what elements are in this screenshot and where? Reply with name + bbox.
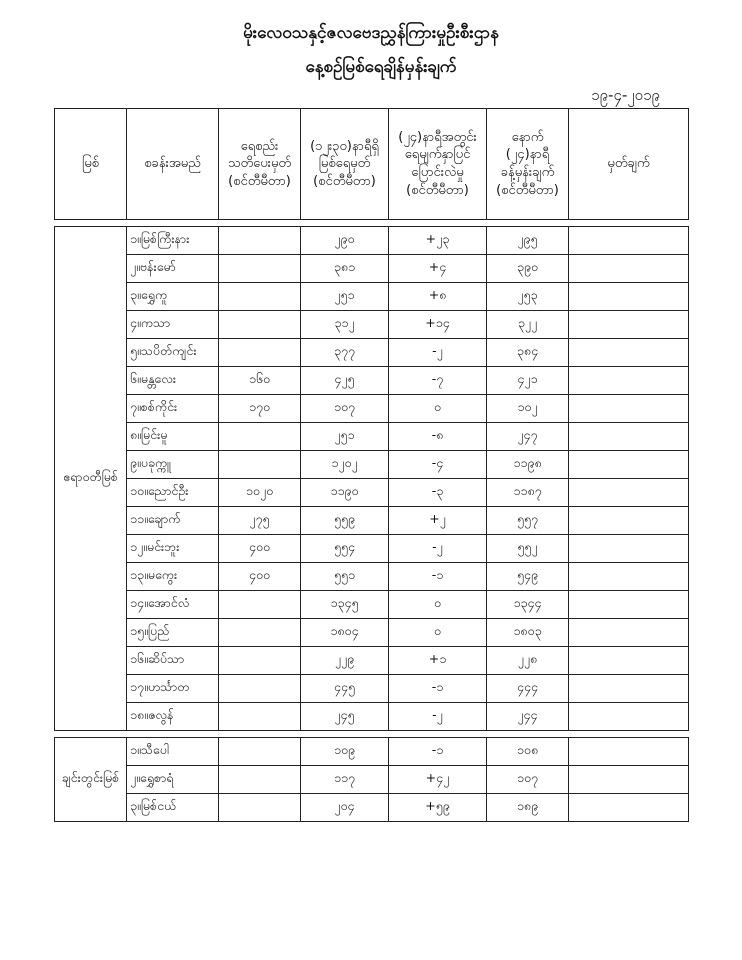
forecast-cell: ၅၄၉ bbox=[487, 563, 569, 591]
change-cell: +၂၃ bbox=[389, 227, 487, 255]
group-separator bbox=[55, 731, 689, 738]
danger-level-cell: ၄၀၀ bbox=[219, 563, 301, 591]
table-row bbox=[55, 283, 689, 311]
table-row bbox=[55, 591, 689, 619]
change-cell: ၀ bbox=[389, 591, 487, 619]
station-cell: ၁။မြစ်ကြီးနား bbox=[127, 227, 219, 255]
danger-level-cell bbox=[219, 255, 301, 283]
danger-level-cell: ၄၀၀ bbox=[219, 535, 301, 563]
forecast-cell: ၃၂၂ bbox=[487, 311, 569, 339]
river-name-cell: ချင်းတွင်းမြစ် bbox=[55, 738, 127, 822]
river-level-table bbox=[54, 108, 689, 822]
station-cell: ၁၈။ဇလွန် bbox=[127, 703, 219, 731]
current-level-cell: ၁၃၄၅ bbox=[301, 591, 389, 619]
remarks-cell bbox=[569, 647, 689, 675]
current-level-cell: ၁၂၀၂ bbox=[301, 451, 389, 479]
forecast-cell: ၂၄၄ bbox=[487, 703, 569, 731]
danger-level-cell bbox=[219, 283, 301, 311]
table-row bbox=[55, 395, 689, 423]
forecast-cell: ၃၈၄ bbox=[487, 339, 569, 367]
station-cell: ၃။ရွှေကူ bbox=[127, 283, 219, 311]
forecast-cell: ၁၀၈ bbox=[487, 738, 569, 766]
station-cell: ၁၇။ဟင်္သာတ bbox=[127, 675, 219, 703]
danger-level-cell bbox=[219, 647, 301, 675]
table-row bbox=[55, 451, 689, 479]
forecast-cell: ၁၀၂ bbox=[487, 395, 569, 423]
current-level-cell: ၂၅၁ bbox=[301, 423, 389, 451]
station-cell: ၃။မြစ်ငယ် bbox=[127, 794, 219, 822]
station-cell: ၁၁။ချောက် bbox=[127, 507, 219, 535]
change-cell: +၁ bbox=[389, 647, 487, 675]
remarks-cell bbox=[569, 535, 689, 563]
danger-level-cell bbox=[219, 703, 301, 731]
station-cell: ၄။ကသာ bbox=[127, 311, 219, 339]
remarks-cell bbox=[569, 255, 689, 283]
table-row bbox=[55, 738, 689, 766]
station-cell: ၁၅။ပြည် bbox=[127, 619, 219, 647]
change-cell: ၀ bbox=[389, 619, 487, 647]
change-cell: -၄ bbox=[389, 451, 487, 479]
change-cell: +၈ bbox=[389, 283, 487, 311]
remarks-cell bbox=[569, 339, 689, 367]
station-cell: ၇။စစ်ကိုင်း bbox=[127, 395, 219, 423]
danger-level-cell bbox=[219, 619, 301, 647]
forecast-cell: ၃၉၀ bbox=[487, 255, 569, 283]
table-row bbox=[55, 507, 689, 535]
forecast-cell: ၁၁၉၈ bbox=[487, 451, 569, 479]
station-cell: ၁။သီပေါ bbox=[127, 738, 219, 766]
remarks-cell bbox=[569, 619, 689, 647]
danger-level-cell: ၁၀၂၀ bbox=[219, 479, 301, 507]
forecast-cell: ၅၅၂ bbox=[487, 535, 569, 563]
table-row bbox=[55, 619, 689, 647]
header-row bbox=[55, 109, 689, 220]
remarks-cell bbox=[569, 738, 689, 766]
station-cell: ၁၆။ဆိပ်သာ bbox=[127, 647, 219, 675]
current-level-cell: ၁၀၉ bbox=[301, 738, 389, 766]
table-row bbox=[55, 535, 689, 563]
current-level-cell: ၃၁၂ bbox=[301, 311, 389, 339]
station-cell: ၈။မြင်းမူ bbox=[127, 423, 219, 451]
change-cell: -၂ bbox=[389, 703, 487, 731]
page-subtitle: နေ့စဉ်မြစ်ရေချိန်မှန်းချက် bbox=[305, 57, 457, 77]
current-level-cell: ၁၁၇ bbox=[301, 766, 389, 794]
danger-level-cell bbox=[219, 591, 301, 619]
danger-level-cell: ၁၆၀ bbox=[219, 367, 301, 395]
table-row bbox=[55, 367, 689, 395]
change-cell: -၁ bbox=[389, 738, 487, 766]
danger-level-cell bbox=[219, 738, 301, 766]
current-level-cell: ၂၂၉ bbox=[301, 647, 389, 675]
change-cell: +၄ bbox=[389, 255, 487, 283]
remarks-cell bbox=[569, 395, 689, 423]
remarks-cell bbox=[569, 479, 689, 507]
change-cell: +၁၄ bbox=[389, 311, 487, 339]
current-level-cell: ၅၅၁ bbox=[301, 563, 389, 591]
current-level-cell: ၃၈၁ bbox=[301, 255, 389, 283]
table-row bbox=[55, 675, 689, 703]
forecast-cell: ၂၄၇ bbox=[487, 423, 569, 451]
change-cell: -၂ bbox=[389, 339, 487, 367]
remarks-cell bbox=[569, 311, 689, 339]
forecast-cell: ၁၁၈၇ bbox=[487, 479, 569, 507]
page-title: မိုးလေဝသနှင့်ဇလဗေဒညွှန်ကြားမှုဦးစီးဌာန bbox=[243, 23, 499, 43]
forecast-cell: ၄၄၄ bbox=[487, 675, 569, 703]
current-level-cell: ၅၅၄ bbox=[301, 535, 389, 563]
change-cell: -၁ bbox=[389, 675, 487, 703]
station-cell: ၅။သပိတ်ကျင်း bbox=[127, 339, 219, 367]
river-name-cell: ဧရာဝတီမြစ် bbox=[55, 227, 127, 731]
remarks-cell bbox=[569, 367, 689, 395]
danger-level-cell bbox=[219, 227, 301, 255]
remarks-cell bbox=[569, 227, 689, 255]
remarks-cell bbox=[569, 591, 689, 619]
forecast-cell: ၁၈၉ bbox=[487, 794, 569, 822]
forecast-cell: ၅၅၇ bbox=[487, 507, 569, 535]
current-level-cell: ၄၂၅ bbox=[301, 367, 389, 395]
change-cell: +၂ bbox=[389, 507, 487, 535]
danger-level-cell bbox=[219, 794, 301, 822]
current-level-cell: ၄၄၅ bbox=[301, 675, 389, 703]
forecast-cell: ၂၂၈ bbox=[487, 647, 569, 675]
table-row bbox=[55, 339, 689, 367]
station-cell: ၉။ပခုက္ကူ bbox=[127, 451, 219, 479]
separator-cell bbox=[55, 731, 689, 738]
remarks-cell bbox=[569, 703, 689, 731]
remarks-cell bbox=[569, 766, 689, 794]
danger-level-cell bbox=[219, 451, 301, 479]
station-cell: ၁၂။မင်းဘူး bbox=[127, 535, 219, 563]
table-row bbox=[55, 227, 689, 255]
table-row bbox=[55, 794, 689, 822]
change-cell: ၀ bbox=[389, 395, 487, 423]
change-cell: +၄၂ bbox=[389, 766, 487, 794]
remarks-cell bbox=[569, 563, 689, 591]
station-cell: ၂။ဗန်းမော် bbox=[127, 255, 219, 283]
remarks-cell bbox=[569, 675, 689, 703]
change-cell: -၂ bbox=[389, 535, 487, 563]
danger-level-cell bbox=[219, 339, 301, 367]
change-cell: -၃ bbox=[389, 479, 487, 507]
station-cell: ၁၀။ညောင်ဦး bbox=[127, 479, 219, 507]
table-row bbox=[55, 479, 689, 507]
table-row bbox=[55, 703, 689, 731]
col-danger-level: ရေစည်း သတိပေးမှတ် (စင်တီမီတာ) bbox=[219, 109, 301, 220]
danger-level-cell bbox=[219, 766, 301, 794]
col-remarks: မှတ်ချက် bbox=[569, 109, 689, 220]
danger-level-cell: ၁၇၀ bbox=[219, 395, 301, 423]
col-forecast: နောက် (၂၄)နာရီ ခန့်မှန်းချက် (စင်တီမီတာ) bbox=[487, 109, 569, 220]
report-date: ၁၉-၄-၂၀၁၉ bbox=[591, 86, 660, 104]
table-row bbox=[55, 311, 689, 339]
station-cell: ၁၄။အောင်လံ bbox=[127, 591, 219, 619]
forecast-cell: ၂၉၅ bbox=[487, 227, 569, 255]
current-level-cell: ၂၄၅ bbox=[301, 703, 389, 731]
forecast-cell: ၁၈၀၃ bbox=[487, 619, 569, 647]
station-cell: ၆။မန္တလေး bbox=[127, 367, 219, 395]
current-level-cell: ၁၀၇ bbox=[301, 395, 389, 423]
current-level-cell: ၁၈၀၄ bbox=[301, 619, 389, 647]
table-row bbox=[55, 563, 689, 591]
forecast-cell: ၁၀၇ bbox=[487, 766, 569, 794]
change-cell: -၁ bbox=[389, 563, 487, 591]
remarks-cell bbox=[569, 451, 689, 479]
danger-level-cell bbox=[219, 675, 301, 703]
station-cell: ၂။ရွှေစာရံ bbox=[127, 766, 219, 794]
change-cell: +၅၉ bbox=[389, 794, 487, 822]
separator-cell bbox=[55, 220, 689, 227]
col-station: စခန်းအမည် bbox=[127, 109, 219, 220]
table-row bbox=[55, 647, 689, 675]
forecast-cell: ၄၂၁ bbox=[487, 367, 569, 395]
remarks-cell bbox=[569, 794, 689, 822]
current-level-cell: ၂၀၄ bbox=[301, 794, 389, 822]
change-cell: -၇ bbox=[389, 367, 487, 395]
current-level-cell: ၅၅၉ bbox=[301, 507, 389, 535]
danger-level-cell: ၂၇၅ bbox=[219, 507, 301, 535]
station-cell: ၁၃။မကွေး bbox=[127, 563, 219, 591]
forecast-cell: ၁၃၄၄ bbox=[487, 591, 569, 619]
group-separator bbox=[55, 220, 689, 227]
table-row bbox=[55, 766, 689, 794]
remarks-cell bbox=[569, 423, 689, 451]
danger-level-cell bbox=[219, 423, 301, 451]
current-level-cell: ၁၁၉၀ bbox=[301, 479, 389, 507]
danger-level-cell bbox=[219, 311, 301, 339]
remarks-cell bbox=[569, 507, 689, 535]
current-level-cell: ၂၉၀ bbox=[301, 227, 389, 255]
col-river: မြစ် bbox=[55, 109, 127, 220]
col-current-level: (၁၂း၃၀)နာရီရှိ မြစ်ရေမှတ် (စင်တီမီတာ) bbox=[301, 109, 389, 220]
forecast-cell: ၂၅၃ bbox=[487, 283, 569, 311]
current-level-cell: ၂၅၁ bbox=[301, 283, 389, 311]
table-row bbox=[55, 255, 689, 283]
change-cell: -၈ bbox=[389, 423, 487, 451]
table-row bbox=[55, 423, 689, 451]
current-level-cell: ၃၇၇ bbox=[301, 339, 389, 367]
remarks-cell bbox=[569, 283, 689, 311]
col-24h-change: (၂၄)နာရီအတွင်း ရေမျက်နှာပြင် ပြောင်းလဲမှု (စင်တီမီတာ) bbox=[389, 109, 487, 220]
